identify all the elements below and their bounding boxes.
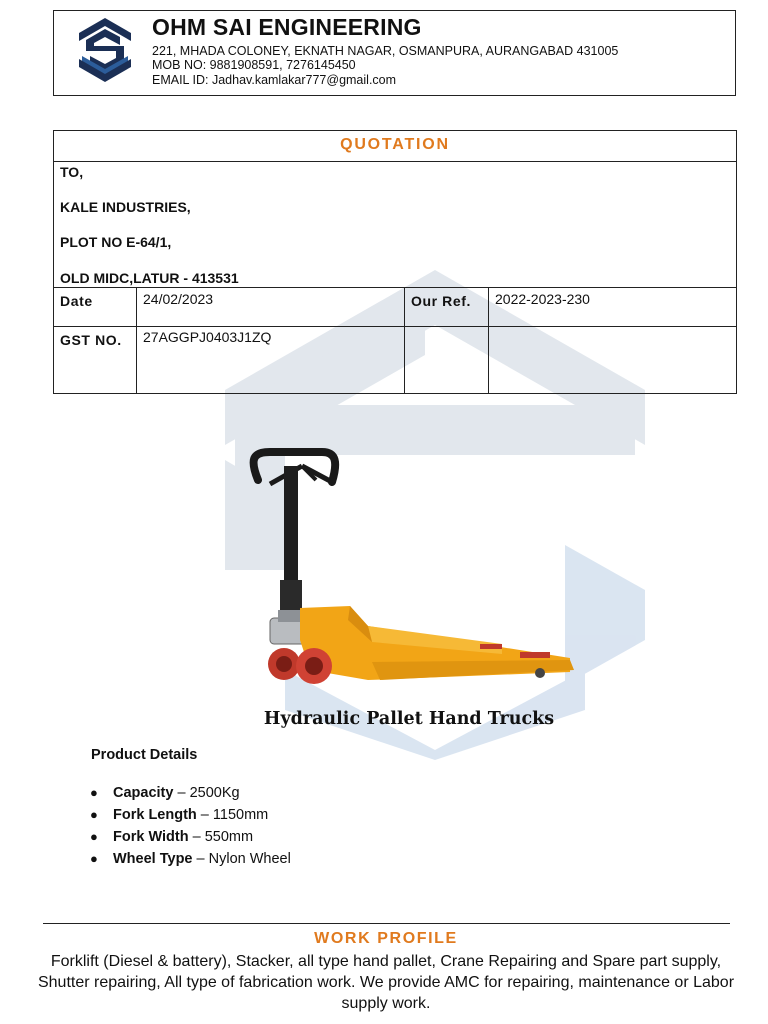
work-profile-text: Forklift (Diesel & battery), Stacker, all type hand pallet, Crane Repairing and Spare part supply, Shutter repairing, All type of fabrication work. We provide AMC for repairing, maintenance or Labor supply work. (37, 953, 735, 1012)
table-divider (136, 287, 137, 394)
list-item (90, 782, 291, 804)
table-divider (404, 287, 405, 394)
recipient-name: KALE INDUSTRIES, (60, 199, 191, 215)
our-ref-label: Our Ref. (411, 293, 472, 309)
company-address: 221, MHADA COLONEY, EKNATH NAGAR, OSMANPURA, AURANGABAD 431005 (152, 44, 619, 58)
table-divider (54, 287, 736, 288)
spec-label: Fork Width (113, 829, 189, 845)
spec-value: – 2500Kg (173, 785, 240, 801)
table-divider (54, 326, 736, 327)
gst-value: 27AGGPJ0403J1ZQ (143, 329, 272, 345)
company-email: EMAIL ID: Jadhav.kamlakar777@gmail.com (152, 73, 397, 87)
bullet-icon: ● (90, 829, 98, 844)
work-profile-title: WORK PROFILE (314, 930, 458, 947)
date-value: 24/02/2023 (143, 291, 214, 307)
recipient-plot: PLOT NO E-64/1, (60, 234, 172, 250)
recipient-to: TO, (60, 164, 84, 180)
company-mobile: MOB NO: 9881908591, 7276145450 (152, 58, 356, 72)
spec-value: – 1150mm (196, 807, 269, 823)
date-label: Date (60, 293, 93, 309)
spec-value: – 550mm (188, 829, 254, 845)
company-logo-icon (76, 16, 134, 86)
spec-label: Wheel Type (113, 851, 193, 867)
quotation-title-row (54, 131, 736, 162)
hydraulic-pallet-truck-image (240, 430, 590, 700)
product-title: Hydraulic Pallet Hand Trucks (263, 709, 555, 729)
table-divider (488, 287, 489, 394)
spec-label: Capacity (113, 785, 174, 801)
spec-label: Fork Length (113, 807, 197, 823)
list-item (90, 848, 291, 870)
gst-label: GST NO. (60, 332, 122, 348)
product-specs-list (90, 782, 291, 870)
company-name: OHM SAI ENGINEERING (152, 14, 422, 40)
bullet-icon: ● (90, 851, 98, 866)
product-details-heading: Product Details (91, 747, 198, 763)
recipient-city: OLD MIDC,LATUR - 413531 (60, 270, 239, 286)
list-item (90, 804, 291, 826)
quotation-table (53, 130, 737, 394)
bullet-icon: ● (90, 807, 98, 822)
company-header (53, 10, 736, 96)
spec-value: – Nylon Wheel (192, 851, 291, 867)
our-ref-value: 2022-2023-230 (495, 291, 590, 307)
bullet-icon: ● (90, 785, 98, 800)
quotation-title: QUOTATION (340, 136, 450, 153)
footer-divider (43, 923, 730, 924)
list-item (90, 826, 291, 848)
